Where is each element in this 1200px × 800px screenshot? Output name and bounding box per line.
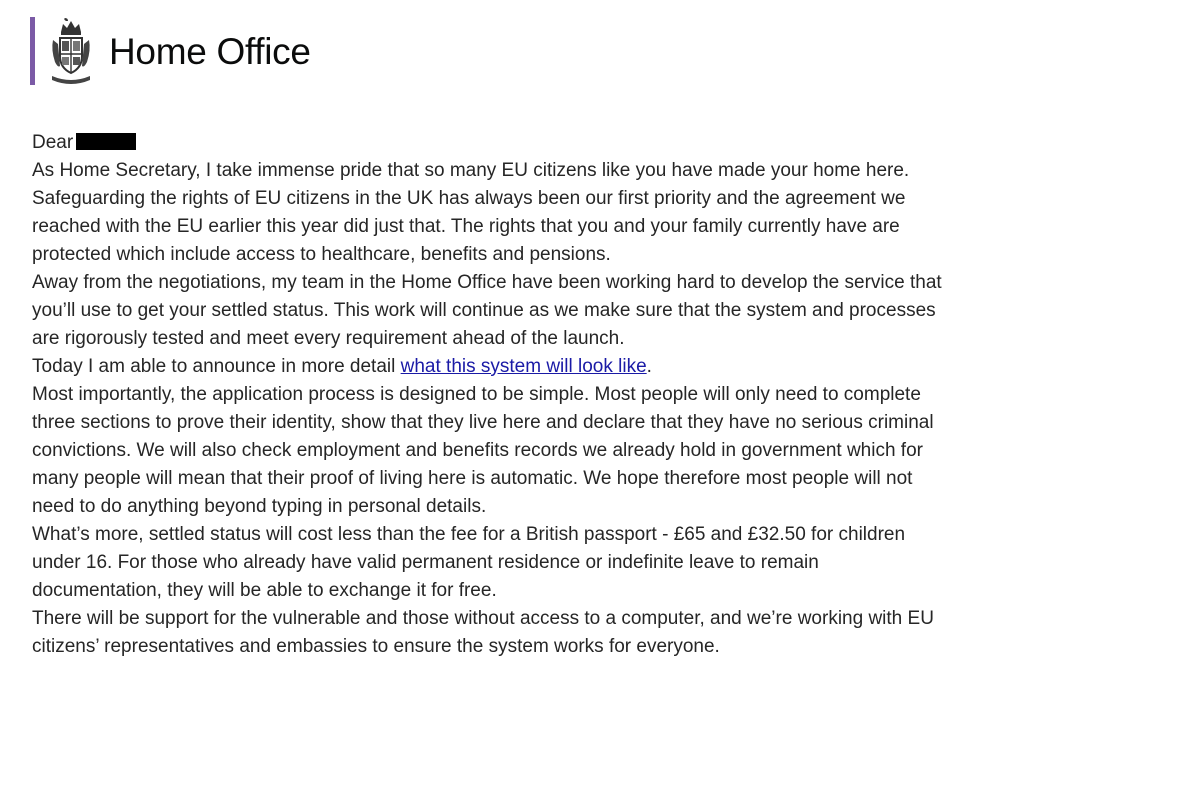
paragraph: Most importantly, the application process is designed to be simple. Most people will only need to complete three sections to prove their identity, show that they live here and declare that they have no serious criminal convictions. We will also check employment and benefits records we already hold in government which for many people will mean that their proof of living here is automatic. We hope therefore most people will not need to do anything beyond typing in personal details. <box>32 384 934 517</box>
paragraph-with-link <box>32 353 952 381</box>
system-details-link[interactable]: what this system will look like <box>400 356 647 377</box>
royal-coat-of-arms-icon <box>49 18 93 84</box>
paragraph: As Home Secretary, I take immense pride that so many EU citizens like you have made your home here. <box>32 160 910 181</box>
letter-body <box>32 129 952 661</box>
paragraph: There will be support for the vulnerable and those without access to a computer, and we’re working with EU citizens’ representatives and embassies to ensure the system works for everyone. <box>32 608 934 657</box>
paragraph-text: . <box>646 356 652 377</box>
redacted-name <box>76 133 136 150</box>
paragraph: Safeguarding the rights of EU citizens in the UK has always been our first priority and the agreement we reached with the EU earlier this year did just that. The rights that you and your family currently have are protected which include access to healthcare, benefits and pensions. <box>32 188 906 265</box>
paragraph-text: Today I am able to announce in more detail <box>32 356 401 377</box>
brand-bar <box>30 17 35 85</box>
letterhead <box>30 17 311 85</box>
salutation <box>32 129 952 157</box>
salutation-text: Dear <box>32 132 74 153</box>
organization-name: Home Office <box>109 30 311 72</box>
paragraph: What’s more, settled status will cost less than the fee for a British passport - £65 and £32.50 for children under 16. For those who already have valid permanent residence or indefinite leave to remain documentation, they will be able to exchange it for free. <box>32 524 906 601</box>
paragraph: Away from the negotiations, my team in the Home Office have been working hard to develop the service that you’ll use to get your settled status. This work will continue as we make sure that the system and processes are rigorously tested and meet every requirement ahead of the launch. <box>32 272 942 349</box>
